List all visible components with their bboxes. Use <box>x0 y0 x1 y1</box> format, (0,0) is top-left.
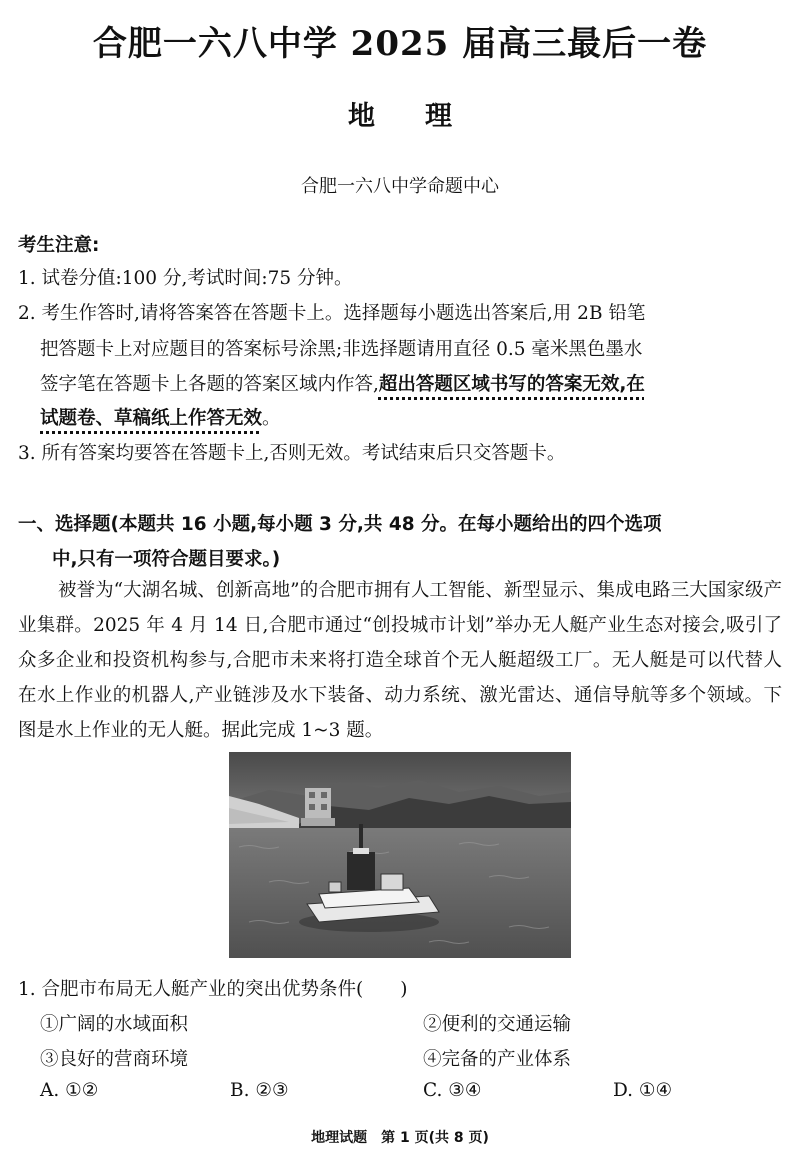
exam-title: 合肥一六八中学 2025 届高三最后一卷 <box>92 24 708 64</box>
subject-title: 地理 <box>348 101 502 132</box>
notice-item-2-line-2: 把答题卡上对应题目的答案标号涂黑;非选择题请用直径 0.5 毫米黑色墨水 <box>40 339 643 360</box>
notice-item-1: 1. 试卷分值:100 分,考试时间:75 分钟。 <box>18 268 353 289</box>
question-1-choice-c: C. ③④ <box>423 1080 482 1101</box>
notice-item-2-line-3-plain: 签字笔在答题卡上各题的答案区域内作答, <box>40 374 379 395</box>
section-heading-line-1: 一、选择题(本题共 16 小题,每小题 3 分,共 48 分。在每小题给出的四个选项 <box>18 514 662 535</box>
question-1-stem: 1. 合肥市布局无人艇产业的突出优势条件( ) <box>18 979 408 1000</box>
notice-emphasis-1: 超出答题区域书写的答案无效,在 <box>378 374 645 395</box>
notice-item-2-line-4-end: 。 <box>262 408 281 429</box>
question-1-option-1: ①广阔的水域面积 <box>40 1014 189 1035</box>
question-1-choice-d: D. ①④ <box>613 1080 673 1101</box>
question-1-option-2: ②便利的交通运输 <box>423 1014 572 1035</box>
section-heading-line-2: 中,只有一项符合题目要求。) <box>52 549 281 570</box>
notice-heading: 考生注意: <box>18 235 100 256</box>
unmanned-boat-photo <box>229 752 571 958</box>
issuer-line: 合肥一六八中学命题中心 <box>301 176 499 197</box>
question-1-choice-a: A. ①② <box>40 1080 99 1101</box>
question-1-option-4: ④完备的产业体系 <box>423 1049 572 1070</box>
notice-item-2-line-3 <box>40 370 645 396</box>
notice-item-3: 3. 所有答案均要答在答题卡上,否则无效。考试结束后只交答题卡。 <box>18 443 566 464</box>
notice-item-2-line-4 <box>40 404 281 430</box>
passage: 被誉为“大湖名城、创新高地”的合肥市拥有人工智能、新型显示、集成电路三大国家级产业集群。2025 年 4 月 14 日,合肥市通过“创投城市计划”举办无人艇产业生态对接会,吸引了众多企业和投资机构参与,合肥市未来将打造全球首个无人艇超级工厂。无人艇是可以代替人在水上作业的机器人,产业链涉及水下装备、动力系统、激光雷达、通信导航等多个领域。下图是水上作业的无人艇。据此完成 1~3 题。 <box>18 580 782 741</box>
notice-item-2-line-1: 2. 考生作答时,请将答案答在答题卡上。选择题每小题选出答案后,用 2B 铅笔 <box>18 303 646 324</box>
page-footer: 地理试题 第 1 页(共 8 页) <box>311 1130 489 1146</box>
question-1-option-3: ③良好的营商环境 <box>40 1049 189 1070</box>
question-1-choice-b: B. ②③ <box>230 1080 289 1101</box>
notice-emphasis-2: 试题卷、草稿纸上作答无效 <box>40 408 263 429</box>
